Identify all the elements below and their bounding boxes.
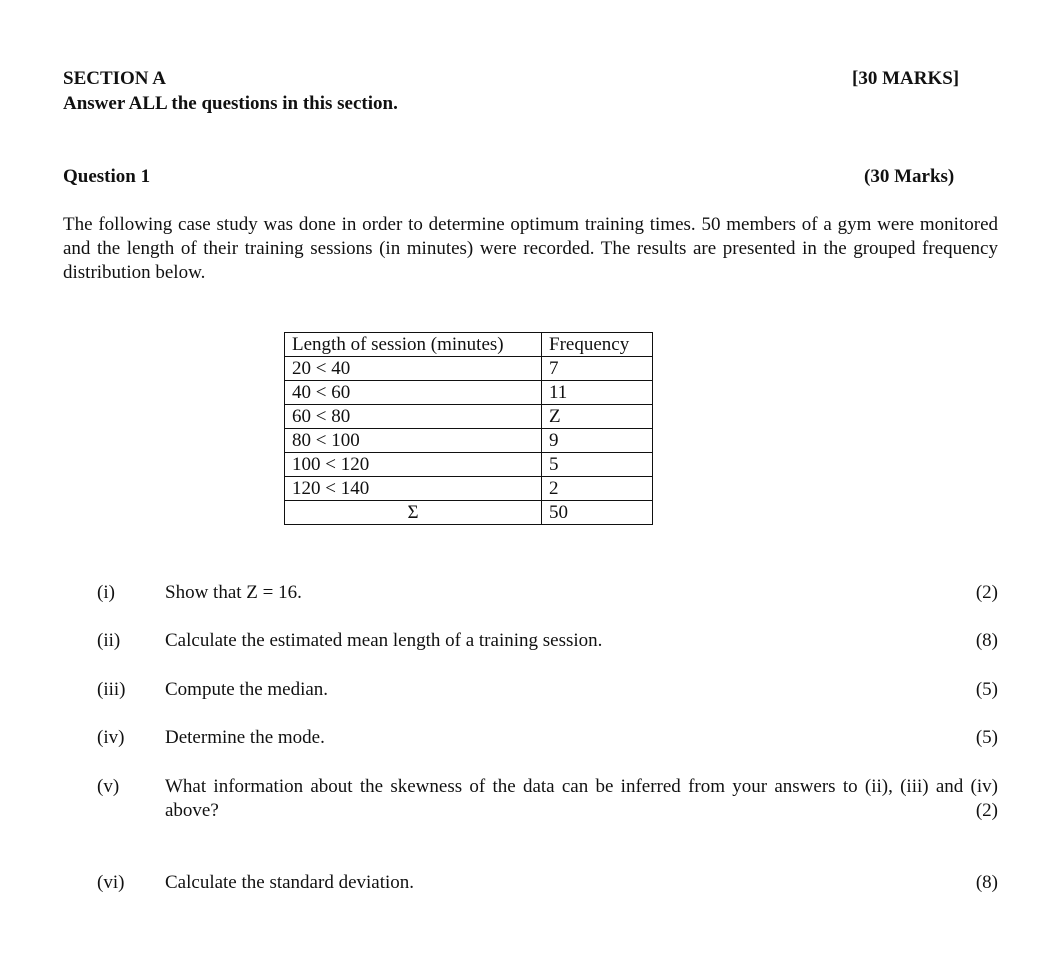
- part-text: What information about the skewness of the data can be inferred from your answers to (ii), (iii) and (iv) above?: [165, 776, 998, 821]
- table-sigma-symbol: Σ: [285, 501, 542, 525]
- table-row: [285, 429, 653, 453]
- table-cell-frequency: Z: [542, 405, 653, 429]
- table-cell-class: 40 < 60: [285, 381, 542, 405]
- question-intro: The following case study was done in order to determine optimum training times. 50 members of a gym were monitored and the length of their training sessions (in minutes) were recorded. The results are presented in the grouped frequency distribution below.: [63, 214, 998, 283]
- table-cell-class: 120 < 140: [285, 477, 542, 501]
- section-marks: [30 MARKS]: [852, 68, 960, 89]
- part-number: (iv): [97, 727, 125, 748]
- table-cell-frequency: 11: [542, 381, 653, 405]
- part-text: Determine the mode.: [165, 727, 325, 748]
- table-header-length: Length of session (minutes): [285, 333, 542, 357]
- table-header-frequency: Frequency: [542, 333, 653, 357]
- table-cell-class: 20 < 40: [285, 357, 542, 381]
- table-cell-class: 60 < 80: [285, 405, 542, 429]
- table-header-row: [285, 333, 653, 357]
- section-title: SECTION A: [63, 68, 166, 89]
- part-number: (ii): [97, 630, 121, 651]
- part-number: (vi): [97, 872, 125, 893]
- part-marks: (5): [975, 727, 998, 748]
- part-text: Compute the median.: [165, 679, 329, 700]
- table-cell-frequency: 9: [542, 429, 653, 453]
- frequency-table: [284, 332, 653, 525]
- table-row: [285, 477, 653, 501]
- part-marks: (5): [975, 679, 998, 700]
- table-row: [285, 405, 653, 429]
- part-text: Show that Z = 16.: [165, 582, 302, 603]
- part-number: (iii): [97, 679, 126, 700]
- table-total-row: [285, 501, 653, 525]
- table-total-value: 50: [542, 501, 653, 525]
- table-cell-frequency: 7: [542, 357, 653, 381]
- table-cell-class: 100 < 120: [285, 453, 542, 477]
- section-instruction: Answer ALL the questions in this section.: [63, 93, 398, 114]
- part-text: Calculate the estimated mean length of a training session.: [165, 630, 603, 651]
- part-marks: (2): [975, 582, 998, 603]
- part-number: (v): [97, 776, 120, 797]
- part-marks: (2): [975, 800, 998, 821]
- table-row: [285, 381, 653, 405]
- table-row: [285, 453, 653, 477]
- table-cell-frequency: 2: [542, 477, 653, 501]
- part-number: (i): [97, 582, 115, 603]
- part-marks: (8): [975, 872, 998, 893]
- question-marks: (30 Marks): [864, 166, 955, 187]
- question-title: Question 1: [63, 166, 151, 187]
- table-row: [285, 357, 653, 381]
- part-marks: (8): [975, 630, 998, 651]
- part-text: Calculate the standard deviation.: [165, 872, 415, 893]
- table-cell-class: 80 < 100: [285, 429, 542, 453]
- table-cell-frequency: 5: [542, 453, 653, 477]
